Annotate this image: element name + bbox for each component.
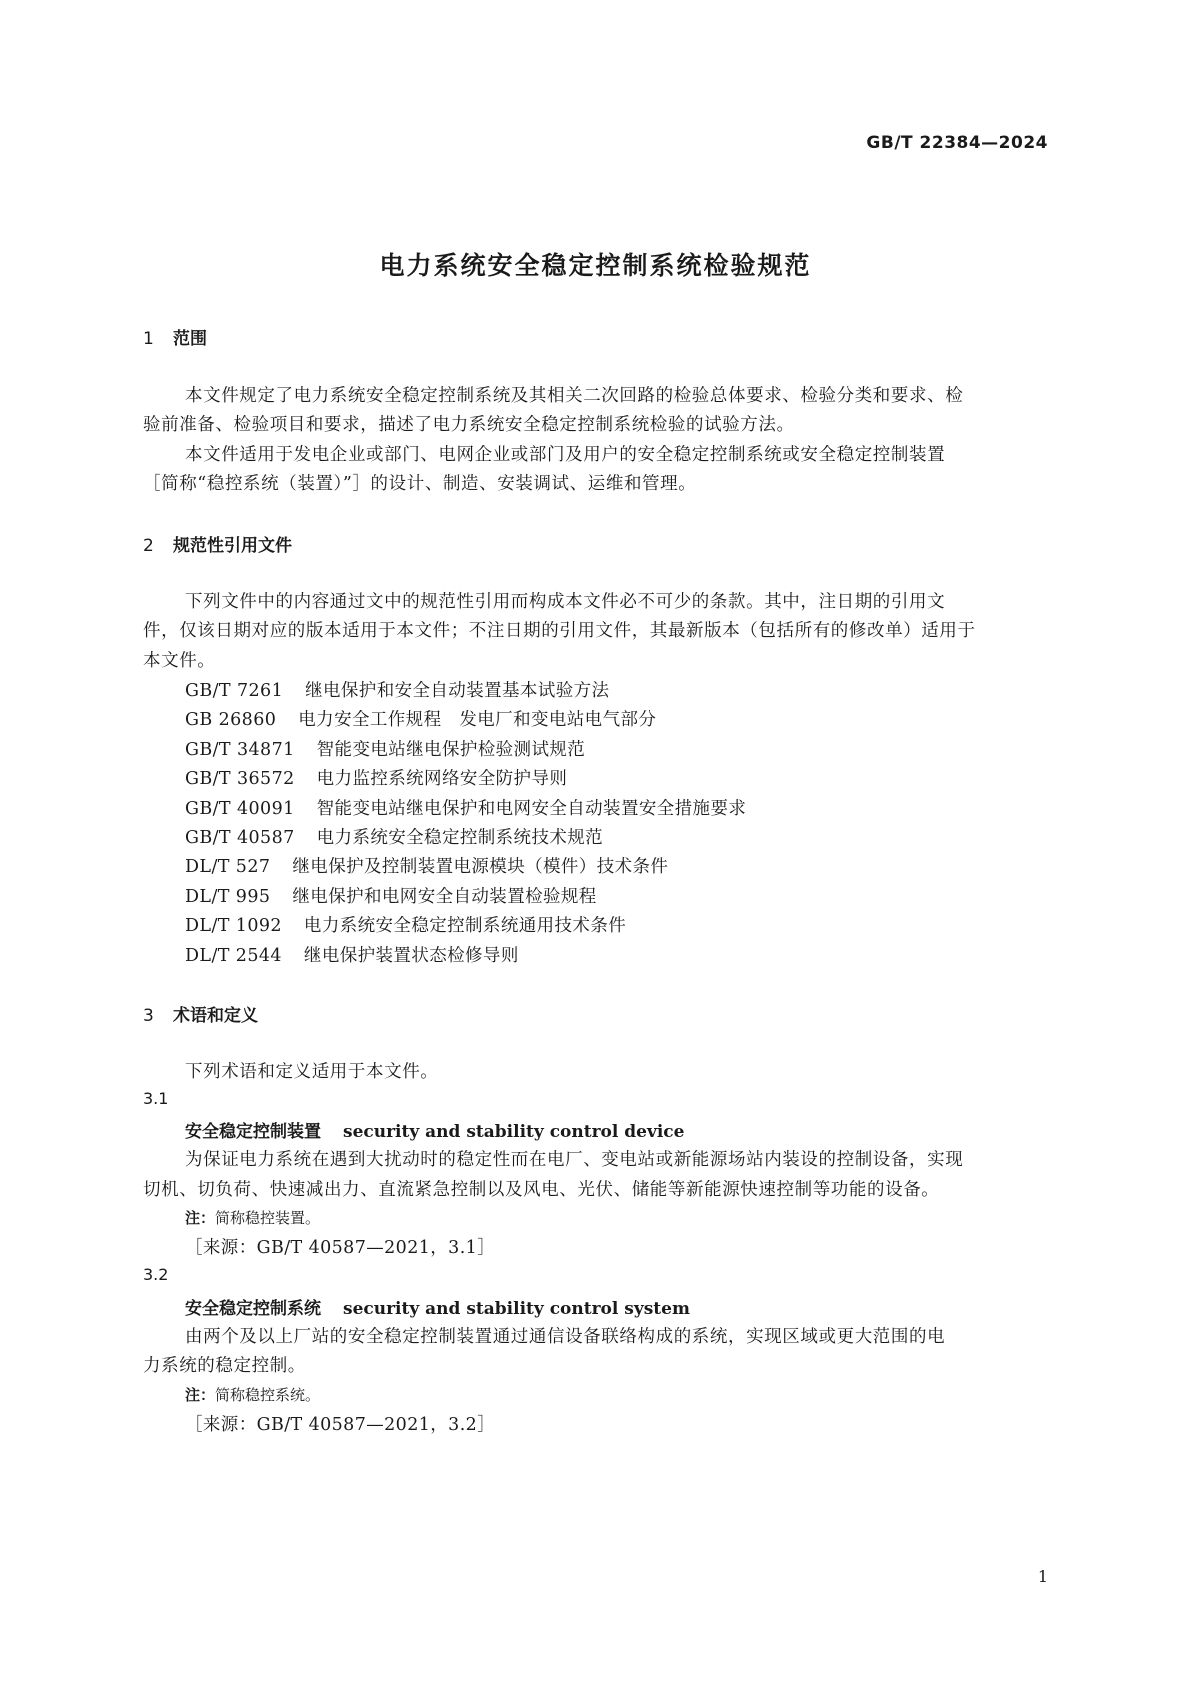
paragraph-line: 下列术语和定义适用于本文件。 (185, 1062, 439, 1082)
note-label: 注： (185, 1386, 216, 1404)
reference-code: DL/T 2544 (185, 946, 282, 966)
reference-item (185, 706, 656, 731)
term-entry (185, 1117, 684, 1142)
reference-item (185, 912, 626, 937)
reference-code: GB 26860 (185, 710, 277, 730)
paragraph-line: 本文件适用于发电企业或部门、电网企业或部门及用户的安全稳定控制系统或安全稳定控制装置 (185, 445, 946, 465)
paragraph-line: 件，仅该日期对应的版本适用于本文件；不注日期的引用文件，其最新版本（包括所有的修改单）适用于 (143, 621, 976, 641)
reference-title: 继电保护和安全自动装置基本试验方法 (305, 681, 610, 701)
reference-item (185, 795, 746, 820)
reference-code: GB/T 40587 (185, 828, 295, 848)
clause-number: 3.1 (143, 1089, 169, 1108)
reference-item (185, 736, 585, 761)
page-number: 1 (1037, 1567, 1048, 1586)
reference-title: 智能变电站继电保护和电网安全自动装置安全措施要求 (316, 799, 747, 819)
reference-title: 智能变电站继电保护检验测试规范 (316, 740, 586, 760)
reference-code: GB/T 36572 (185, 769, 295, 789)
reference-title: 电力系统安全稳定控制系统技术规范 (316, 828, 604, 848)
term-chinese: 安全稳定控制装置 (185, 1122, 321, 1142)
definition-line: 为保证电力系统在遇到大扰动时的稳定性而在电厂、变电站或新能源场站内装设的控制设备，实现 (185, 1150, 964, 1170)
paragraph-line: 下列文件中的内容通过文中的规范性引用而构成本文件必不可少的条款。其中，注日期的引用文 (185, 592, 946, 612)
reference-title: 继电保护装置状态检修导则 (303, 946, 519, 966)
note-text: 简称稳控系统。 (215, 1386, 321, 1404)
definition-line: 由两个及以上厂站的安全稳定控制装置通过通信设备联络构成的系统，实现区域或更大范围的电 (185, 1327, 946, 1347)
reference-code: GB/T 7261 (185, 681, 284, 701)
reference-title: 电力监控系统网络安全防护导则 (316, 769, 568, 789)
reference-code: DL/T 527 (185, 857, 271, 877)
section-number: 1 (143, 329, 154, 349)
reference-title: 电力系统安全稳定控制系统通用技术条件 (303, 916, 627, 936)
term-entry (185, 1294, 690, 1319)
section-2-heading (143, 531, 292, 556)
document-title: 电力系统安全稳定控制系统检验规范 (379, 251, 812, 280)
paragraph-line: 验前准备、检验项目和要求，描述了电力系统安全稳定控制系统检验的试验方法。 (143, 415, 795, 435)
section-3-heading (143, 1001, 258, 1026)
term-note (185, 1384, 320, 1405)
reference-item (185, 824, 603, 849)
term-chinese: 安全稳定控制系统 (185, 1299, 321, 1319)
reference-item (185, 853, 668, 878)
section-number: 3 (143, 1006, 154, 1026)
term-source: ［来源：GB/T 40587—2021，3.2］ (185, 1415, 496, 1435)
reference-title: 电力安全工作规程 发电厂和变电站电气部分 (298, 710, 657, 730)
reference-item (185, 942, 519, 967)
reference-code: GB/T 40091 (185, 799, 295, 819)
section-title: 术语和定义 (173, 1006, 258, 1026)
section-number: 2 (143, 536, 154, 556)
definition-line: 切机、切负荷、快速减出力、直流紧急控制以及风电、光伏、储能等新能源快速控制等功能的设备。 (143, 1180, 940, 1200)
reference-title: 继电保护和电网安全自动装置检验规程 (292, 887, 597, 907)
reference-code: DL/T 995 (185, 887, 271, 907)
term-source: ［来源：GB/T 40587—2021，3.1］ (185, 1238, 496, 1258)
definition-line: 力系统的稳定控制。 (143, 1356, 306, 1376)
reference-code: GB/T 34871 (185, 740, 295, 760)
paragraph-line: 本文件规定了电力系统安全稳定控制系统及其相关二次回路的检验总体要求、检验分类和要求、检 (185, 386, 964, 406)
clause-number: 3.2 (143, 1265, 169, 1284)
term-english: security and stability control device (343, 1122, 685, 1142)
reference-code: DL/T 1092 (185, 916, 282, 936)
reference-item (185, 677, 609, 702)
reference-item (185, 765, 567, 790)
reference-title: 继电保护及控制装置电源模块（模件）技术条件 (292, 857, 669, 877)
reference-item (185, 883, 597, 908)
section-title: 范围 (173, 329, 207, 349)
section-title: 规范性引用文件 (173, 536, 292, 556)
note-text: 简称稳控装置。 (215, 1209, 321, 1227)
paragraph-line: ［简称“稳控系统（装置）”］的设计、制造、安装调试、运维和管理。 (143, 474, 697, 494)
term-note (185, 1207, 320, 1228)
section-1-heading (143, 324, 207, 349)
standard-number: GB/T 22384—2024 (866, 133, 1048, 153)
term-english: security and stability control system (343, 1299, 690, 1319)
paragraph-line: 本文件。 (143, 651, 216, 671)
note-label: 注： (185, 1209, 216, 1227)
